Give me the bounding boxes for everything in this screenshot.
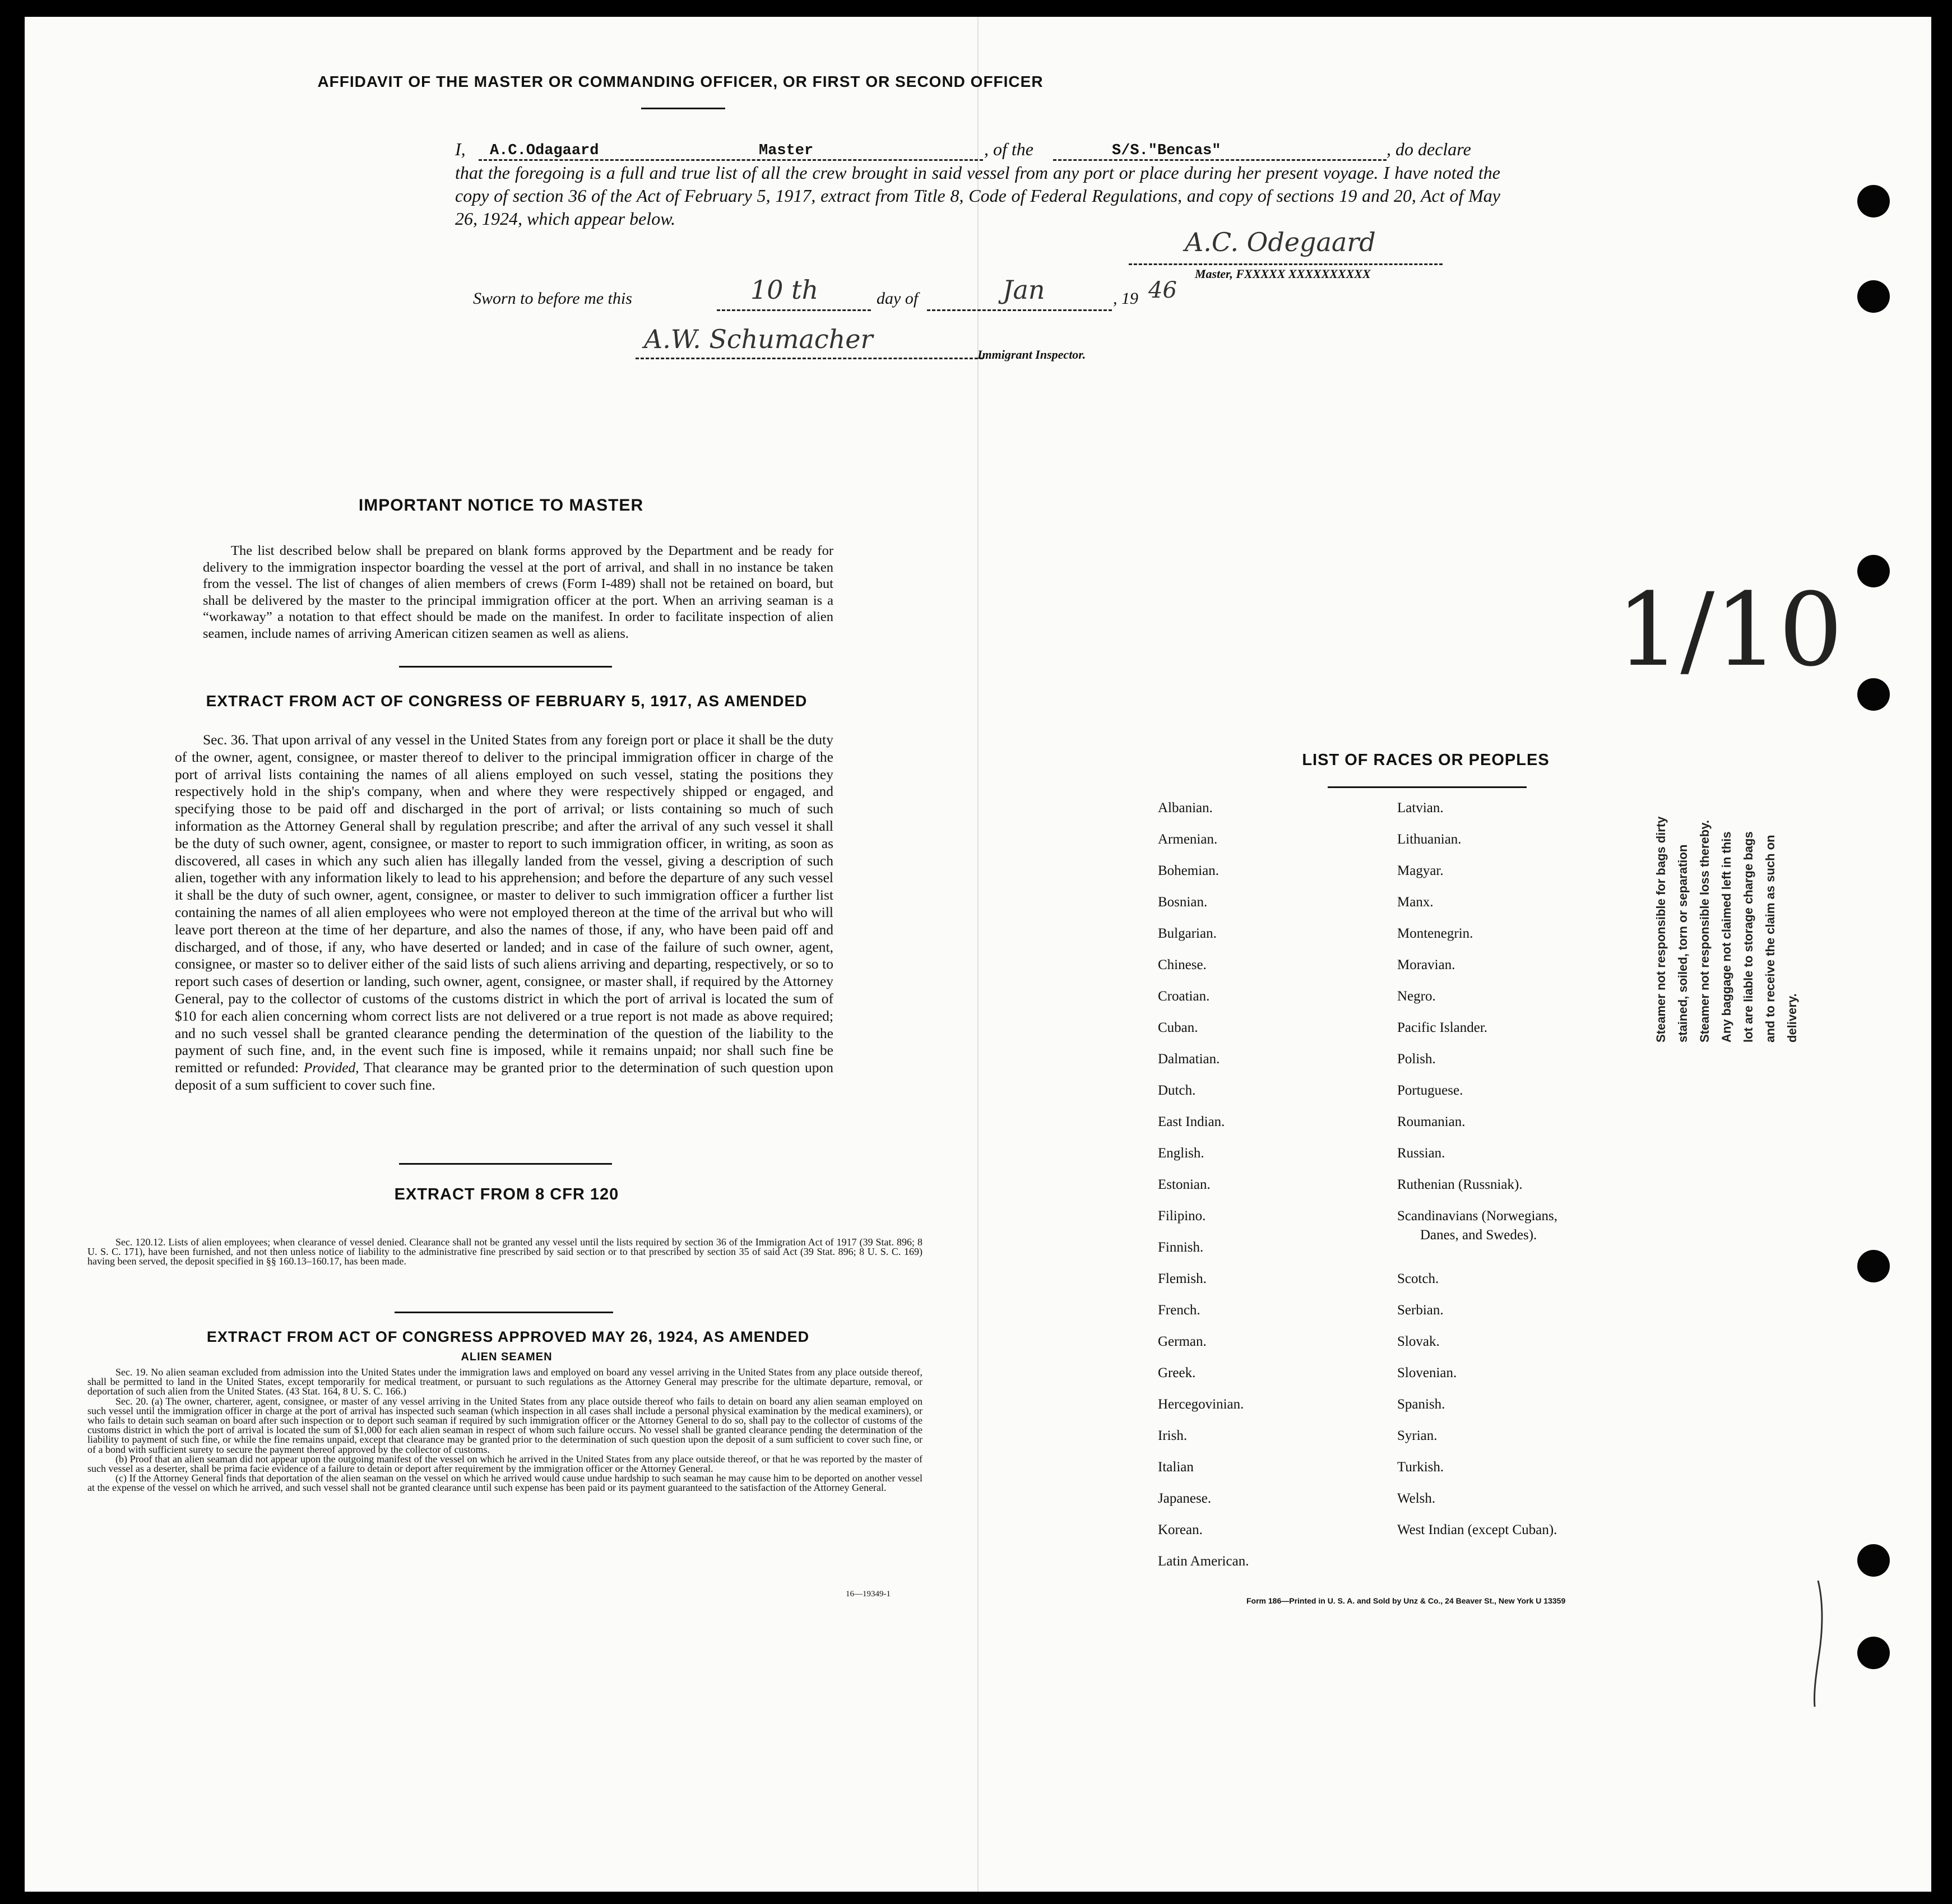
race-left-item: Italian bbox=[1158, 1460, 1194, 1475]
race-right-item: Welsh. bbox=[1397, 1491, 1436, 1506]
race-left-item: Latin American. bbox=[1158, 1554, 1249, 1569]
race-right-item: Scotch. bbox=[1397, 1271, 1439, 1286]
sec-20c-text: (c) If the Attorney General finds that deportation of the alien seaman on the vessel on which he arrived would cause undue hardship to such seaman he may cause him to be deported on another vessel at the expense of the vessel on which he arrived, and such vessel shall not be granted clearance until such expense has been paid or its payment guaranteed to the satisfaction of the Attorney General. bbox=[87, 1472, 922, 1494]
stamp-line: Any baggage not claimed left in this bbox=[1719, 831, 1733, 1043]
race-right-item: Danes, and Swedes). bbox=[1420, 1227, 1537, 1243]
race-right-item: Spanish. bbox=[1397, 1397, 1445, 1412]
extract-1924-body bbox=[87, 1368, 922, 1493]
stamp-line: stained, soiled, torn or separation bbox=[1676, 844, 1690, 1043]
race-right-item: Russian. bbox=[1397, 1146, 1445, 1161]
races-title: LIST OF RACES OR PEOPLES bbox=[1302, 751, 1550, 769]
affidavit-body: that the foregoing is a full and true list of all the crew brought in said vessel from any port or place during her present voyage. I have noted the copy of section 36 of the Act of February 5, 1917, extract from Title 8, Code of Federal Regulations, and copy of sections 19 and 20, Act of May 26, 1924, which appear below. bbox=[455, 163, 1500, 229]
do-declare-label: , do declare bbox=[1387, 139, 1471, 159]
sec-20a-text: Sec. 20. (a) The owner, charterer, agent, consignee, or master of any vessel arriving in the United States from any place outside thereof who fails to detain on board any alien seaman employed on such vessel until the immigration officer in charge at the port of arrival has inspected such seaman (which inspection in all cases shall include a personal physical examination by the medical examiners), or who fails to detain such seaman on board after such inspection or to deport such seaman if required by such immigration officer or the Attorney General to do so, shall pay to the collector of customs of the customs district in which the port of arrival is located the sum of $1,000 for each alien seaman in respect of whom such failure occurs. No vessel shall be granted clearance pending the determination of the liability to payment of such fine, or while the fine remains unpaid, except that clearance may be granted prior to the determination of such question upon the deposit of a sum sufficient to cover such fine, or of a bond with sufficient surety to secure the payment thereof approved by the collector of customs. bbox=[87, 1395, 922, 1455]
race-left-item: Japanese. bbox=[1158, 1491, 1212, 1506]
race-right-item: Portuguese. bbox=[1397, 1083, 1463, 1098]
race-right-item: Negro. bbox=[1397, 989, 1436, 1004]
stamp-line: Steamer not responsible for bags dirty bbox=[1654, 816, 1668, 1043]
provided-word: Provided, bbox=[303, 1059, 359, 1076]
month-line bbox=[927, 309, 1112, 311]
sec-36-tail: That clearance may be granted prior to the determination of such question upon deposit of a sum sufficient to cover such fine. bbox=[175, 1059, 834, 1093]
race-left-item: German. bbox=[1158, 1334, 1207, 1349]
binder-hole bbox=[1857, 1250, 1890, 1282]
race-right-item: Serbian. bbox=[1397, 1303, 1444, 1318]
binder-hole bbox=[1857, 1544, 1890, 1577]
affidavit-i-label: I, bbox=[455, 139, 466, 159]
master-rank: Master bbox=[759, 142, 814, 159]
binder-hole bbox=[1857, 280, 1890, 313]
notice-title: IMPORTANT NOTICE TO MASTER bbox=[358, 496, 644, 515]
race-left-item: Dutch. bbox=[1158, 1083, 1196, 1098]
inspector-line bbox=[636, 358, 983, 359]
extract-1917-title: EXTRACT FROM ACT OF CONGRESS OF FEBRUARY 5, 1917, AS AMENDED bbox=[206, 692, 808, 710]
binder-hole bbox=[1857, 1637, 1890, 1669]
race-right-item: Polish. bbox=[1397, 1051, 1436, 1067]
form-code-left: 16—19349-1 bbox=[846, 1590, 891, 1599]
stamp-line: lot are liable to storage charge bags bbox=[1741, 831, 1755, 1043]
race-right-item: Turkish. bbox=[1397, 1460, 1444, 1475]
race-left-item: French. bbox=[1158, 1303, 1200, 1318]
binder-hole bbox=[1857, 185, 1890, 217]
race-left-item: Bosnian. bbox=[1158, 895, 1208, 910]
race-left-item: English. bbox=[1158, 1146, 1204, 1161]
sworn-year: 46 bbox=[1148, 277, 1177, 303]
race-left-item: Finnish. bbox=[1158, 1240, 1204, 1255]
race-right-item: Lithuanian. bbox=[1397, 832, 1462, 847]
extract-1924-subtitle: ALIEN SEAMEN bbox=[461, 1351, 553, 1363]
extract-1924-title: EXTRACT FROM ACT OF CONGRESS APPROVED MAY 26, 1924, AS AMENDED bbox=[206, 1328, 810, 1345]
center-fold bbox=[977, 17, 979, 1892]
race-left-item: Bulgarian. bbox=[1158, 926, 1217, 941]
race-right-item: Syrian. bbox=[1397, 1428, 1438, 1443]
race-left-item: Flemish. bbox=[1158, 1271, 1207, 1286]
vessel-name: S/S."Bencas" bbox=[1112, 142, 1221, 159]
race-left-item: Armenian. bbox=[1158, 832, 1218, 847]
of-the-label: , of the bbox=[984, 139, 1033, 159]
binder-hole bbox=[1857, 678, 1890, 711]
form-footer: Form 186—Printed in U. S. A. and Sold by Unz & Co., 24 Beaver St., New York U 13359 bbox=[1246, 1596, 1566, 1605]
extract-cfr-body: Sec. 120.12. Lists of alien employees; when clearance of vessel denied. Clearance shall not be granted any vessel until the lists required by section 36 of the Immigration Act of 1917 (39 Stat. 896; 8 U. S. C. 171), have been furnished, and not then unless notice of liability to the administrative fine prescribed by said section or to that prescribed by section 35 of said Act (39 Stat. 896; 8 U. S. C. 169) having been served, the deposit specified in §§ 160.13–160.17, has been made. bbox=[87, 1236, 922, 1267]
master-signature-line bbox=[1129, 263, 1443, 265]
master-signature: A.C. Odegaard bbox=[1185, 227, 1376, 257]
race-left-item: Dalmatian. bbox=[1158, 1051, 1220, 1067]
race-left-item: Cuban. bbox=[1158, 1020, 1198, 1035]
races-title-rule bbox=[1328, 786, 1527, 788]
race-left-item: Croatian. bbox=[1158, 989, 1210, 1004]
race-right-item: Magyar. bbox=[1397, 863, 1444, 878]
race-left-item: Albanian. bbox=[1158, 800, 1213, 816]
race-left-item: Korean. bbox=[1158, 1522, 1203, 1537]
document-page bbox=[25, 17, 1931, 1892]
year-prefix: , 19 bbox=[1113, 289, 1138, 308]
race-right-item: Ruthenian (Russniak). bbox=[1397, 1177, 1523, 1192]
extract-1917-body bbox=[175, 731, 833, 1094]
inspector-signature: A.W. Schumacher bbox=[644, 324, 873, 354]
binder-hole bbox=[1857, 555, 1890, 587]
stamp-line: and to receive the claim as such on bbox=[1763, 835, 1777, 1043]
sec-19-text: Sec. 19. No alien seaman excluded from admission into the United States under the immigration laws and employed on board any vessel arriving in the United States from any place outside thereof, shall be permitted to land in the United States, except temporarily for medical treatment, or pursuant to such regulations as the Attorney General may prescribe for the ultimate departure, removal, or deportation of such alien from the United States. (43 Stat. 164, 8 U. S. C. 166.) bbox=[87, 1366, 922, 1397]
race-right-item: Moravian. bbox=[1397, 957, 1455, 972]
name-line bbox=[479, 159, 983, 161]
handwritten-1-10: 1/10 bbox=[1616, 572, 1843, 689]
affidavit-title: AFFIDAVIT OF THE MASTER OR COMMANDING OFFICER, OR FIRST OR SECOND OFFICER bbox=[317, 73, 1044, 90]
sec-36-label: Sec. 36. bbox=[203, 731, 249, 748]
inspector-caption: Immigrant Inspector. bbox=[977, 348, 1086, 362]
stamp-line: delivery. bbox=[1785, 993, 1799, 1043]
race-left-item: Estonian. bbox=[1158, 1177, 1211, 1192]
extract-cfr-title: EXTRACT FROM 8 CFR 120 bbox=[394, 1185, 619, 1203]
notice-rule bbox=[399, 666, 612, 668]
race-right-item: Slovak. bbox=[1397, 1334, 1440, 1349]
race-right-item: Scandinavians (Norwegians, bbox=[1397, 1208, 1558, 1224]
race-left-item: Irish. bbox=[1158, 1428, 1188, 1443]
race-right-item: West Indian (except Cuban). bbox=[1397, 1522, 1557, 1537]
affidavit-title-rule bbox=[641, 108, 725, 109]
race-right-item: Roumanian. bbox=[1397, 1114, 1466, 1129]
race-left-item: East Indian. bbox=[1158, 1114, 1225, 1129]
master-signature-caption: Master, FXXXXX XXXXXXXXXX bbox=[1195, 267, 1371, 281]
race-left-item: Bohemian. bbox=[1158, 863, 1220, 878]
race-left-item: Greek. bbox=[1158, 1365, 1196, 1380]
sec-36-text: That upon arrival of any vessel in the United States from any foreign port or place it shall be the duty of the owner, agent, consignee, or master thereof to deliver to the principal immigration officer in charge of the port of arrival lists containing the names of all aliens employed on such vessel, stating the positions they respectively hold in the ship's company, when and where they were respectively shipped or engaged, and specifying those to be paid off and discharged in the port of arrival; or lists containing so much of such information as the Attorney General shall by regulation prescribe; and after the arrival of any such vessel it shall be the duty of such owner, agent, consignee, or master to report to such immigration officer, in writing, as soon as discovered, all cases in which any such alien has illegally landed from the vessel, giving a description of such alien, together with any information likely to lead to his apprehension; and before the departure of any such vessel it shall be the duty of such owner, agent, consignee, or master to deliver to such immigration officer a further list containing the names of all alien employees who were not employed thereon at the time of the arrival but who will leave port thereon at the time of her departure, and also the names of those, if any, who have been paid off and discharged, and of those, if any, who have deserted or landed; and in case of the failure of such owner, agent, consignee, or master so to deliver either of the said lists of such aliens arriving and departing, respectively, or so to report such cases of desertion or landing, such owner, agent, consignee, or master shall, if required by the Attorney General, pay to the collector of customs of the customs district in which the port of arrival is located the sum of $10 for each alien concerning whom correct lists are not delivered or a true report is not made as above required; and no such vessel shall be granted clearance pending the determination of the question of the liability to the payment of such fine, and, in the event such fine is imposed, while it remains unpaid; nor shall such fine be remitted or refunded: bbox=[175, 731, 833, 1076]
race-left-item: Hercegovinian. bbox=[1158, 1397, 1244, 1412]
baggage-stamp bbox=[1650, 807, 1803, 1043]
race-right-item: Manx. bbox=[1397, 895, 1434, 910]
vessel-line bbox=[1053, 159, 1387, 161]
sec-20b-text: (b) Proof that an alien seaman did not appear upon the outgoing manifest of the vessel on which he arrived in the United States from any place outside thereof, or that he was reported by the master of such vessel as a deserter, shall be prima facie evidence of a failure to detain or deport after requirement by the immigration officer or the Attorney General. bbox=[87, 1453, 922, 1475]
day-of-label: day of bbox=[877, 289, 919, 308]
race-right-item: Montenegrin. bbox=[1397, 926, 1473, 941]
master-name: A.C.Odagaard bbox=[490, 142, 599, 159]
race-right-item: Pacific Islander. bbox=[1397, 1020, 1488, 1035]
pencil-mark bbox=[1807, 1581, 1829, 1710]
sworn-day: 10 th bbox=[750, 275, 819, 305]
race-right-item: Latvian. bbox=[1397, 800, 1444, 816]
stamp-line: Steamer not responsible loss thereby. bbox=[1698, 820, 1712, 1043]
race-left-item: Chinese. bbox=[1158, 957, 1207, 972]
notice-body: The list described below shall be prepared on blank forms approved by the Department and be ready for delivery to the immigration inspector boarding the vessel at the port of arrival, and shall in no instance be taken from the vessel. The list of changes of alien members of crews (Form I-489) shall not be retained on board, but shall be delivered by the master to the principal immigration officer at the port. When an arriving seaman is a “workaway” a notation to that effect should be made on the manifest. In order to facilitate inspection of alien seamen, include names of arriving American citizen seamen as well as aliens. bbox=[203, 543, 833, 641]
day-line bbox=[717, 309, 871, 311]
extract-cfr-rule bbox=[395, 1312, 613, 1313]
sworn-month: Jan bbox=[1003, 275, 1045, 305]
sworn-label: Sworn to before me this bbox=[473, 289, 632, 308]
race-right-item: Slovenian. bbox=[1397, 1365, 1457, 1380]
extract-1917-rule bbox=[399, 1163, 612, 1165]
race-left-item: Filipino. bbox=[1158, 1208, 1206, 1224]
